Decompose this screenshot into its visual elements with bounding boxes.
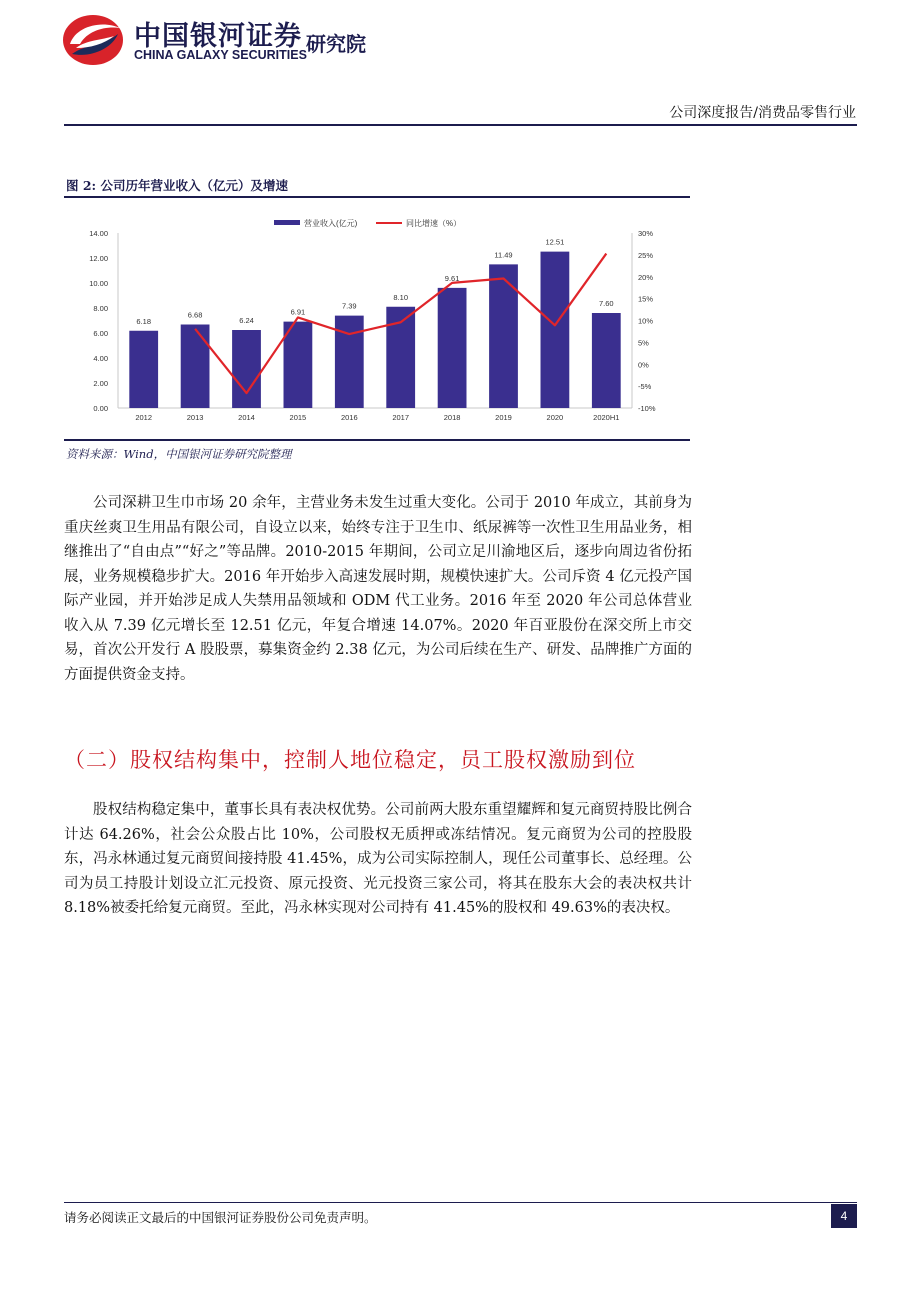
bar-data-label: 8.10 (393, 292, 409, 302)
figure-bottom-rule (64, 439, 690, 441)
logo-name-en: CHINA GALAXY SECURITIES (134, 48, 307, 62)
bar (541, 252, 570, 408)
x-tick-label: 2016 (340, 413, 358, 422)
y-tick-left: 12.00 (89, 254, 108, 263)
legend-bar-label: 营业收入(亿元) (304, 219, 358, 228)
header-divider (64, 124, 857, 126)
bar-data-label: 6.18 (136, 316, 152, 326)
bar-data-label: 6.91 (290, 307, 306, 317)
bar (181, 325, 210, 409)
bar-data-label: 12.51 (545, 237, 565, 247)
bar-data-label: 6.24 (239, 316, 254, 325)
figure-top-rule (64, 196, 690, 198)
paragraph-text: 公司深耕卫生巾市场 20 余年，主营业务未发生过重大变化。公司于 2010 年成立，其前身为重庆丝爽卫生用品有限公司，自设立以来，始终专注于卫生巾、纸尿裤等一次性卫生用品业务，相继推出了“自由点”“好之”等品牌。2010-2015 年期间，公司立足川渝地区后，逐步向周边省份拓展，业务规模稳步扩大。2016 年开始步入高速发展时期，规模快速扩大。公司斥资 4 亿元投产国际产业园，并开始涉足成人失禁用品领域和 ODM 代工业务。2016 年至 2020 年公司总体营业收入从 7.39 亿元增长至 12.51 亿元，年复合增速 14.07%。2020 年百亚股份在深交所上市交易，首次公开发行 A 股股票，募集资金约 2.38 亿元，为公司后续在生产、研发、品牌推广方面的方面提供资金支持。 (64, 495, 692, 683)
y-tick-left: 4.00 (93, 354, 108, 363)
brand-logo (62, 14, 124, 66)
y-tick-left: 10.00 (89, 279, 108, 288)
x-tick-label: 2018 (443, 413, 461, 422)
x-tick-label: 2015 (289, 413, 307, 422)
bar (592, 313, 621, 408)
x-tick-label: 2017 (392, 413, 410, 422)
x-tick-label: 2012 (135, 413, 153, 422)
bar-data-label: 6.68 (187, 310, 203, 320)
bar-data-label: 11.49 (494, 250, 513, 260)
x-tick-label: 2014 (238, 413, 255, 422)
legend-bar-swatch (274, 220, 300, 225)
bar-data-label: 9.61 (444, 273, 460, 283)
bar (489, 264, 518, 408)
paragraph-text: 股权结构稳定集中，董事长具有表决权优势。公司前两大股东重望耀辉和复元商贸持股比例合计达 64.26%，社会公众股占比 10%，公司股权无质押或冻结情况。复元商贸为公司的控股股东，冯永林通过复元商贸间接持股 41.45%，成为公司实际控制人，现任公司董事长、总经理。公司为员工持股计划设立汇元投资、原元投资、光元投资三家公司，将其在股东大会的表决权共计 8.18%被委托给复元商贸。至此，冯永林实现对公司持有 41.45%的股权和 49.63%的表决权。 (64, 802, 692, 916)
y-tick-right: 30% (638, 229, 654, 238)
section-title: （二）股权结构集中，控制人地位稳定，员工股权激励到位 (64, 748, 636, 772)
bar (129, 331, 158, 408)
bar (284, 322, 313, 408)
galaxy-logo-icon (62, 14, 124, 66)
y-tick-right: 10% (638, 316, 654, 326)
y-tick-right: 15% (638, 294, 654, 304)
bar-data-label: 7.60 (598, 299, 614, 308)
y-tick-left: 2.00 (93, 379, 108, 388)
figure-title: 图 2: 公司历年营业收入（亿元）及增速 (66, 178, 289, 193)
bar (335, 316, 364, 408)
y-tick-right: 5% (638, 338, 649, 348)
footer-divider (64, 1202, 857, 1203)
revenue-chart (64, 206, 690, 436)
y-tick-left: 6.00 (93, 329, 108, 338)
logo-institute: 研究院 (306, 32, 366, 56)
body-paragraph-2 (64, 798, 692, 921)
x-tick-label: 2013 (186, 413, 204, 422)
logo-name-cn: 中国银河证券 (134, 21, 302, 52)
chart-legend (274, 218, 461, 228)
bar (438, 288, 467, 408)
x-tick-label: 2020H1 (593, 413, 620, 422)
bar-data-label: 7.39 (341, 301, 357, 311)
y-tick-left: 8.00 (93, 304, 108, 313)
y-tick-right: -5% (638, 382, 652, 392)
y-tick-left: 0.00 (93, 404, 108, 413)
x-tick-label: 2019 (495, 413, 512, 422)
x-tick-label: 2020 (546, 413, 564, 422)
y-tick-left: 14.00 (89, 229, 108, 238)
report-type: 公司深度报告/消费品零售行业 (669, 105, 856, 121)
y-tick-right: -10% (638, 404, 656, 413)
y-tick-right: 0% (638, 360, 649, 370)
bar (232, 330, 261, 408)
footer-disclaimer: 请务必阅读正文最后的中国银河证券股份公司免责声明。 (64, 1210, 377, 1225)
y-tick-right: 25% (638, 250, 654, 260)
y-tick-right: 20% (638, 272, 654, 282)
page-number: 4 (831, 1204, 857, 1228)
body-paragraph-1 (64, 491, 692, 687)
figure-source: 资料来源：Wind，中国银河证券研究院整理 (66, 447, 292, 461)
legend-line-label: 同比增速（%） (406, 219, 462, 228)
